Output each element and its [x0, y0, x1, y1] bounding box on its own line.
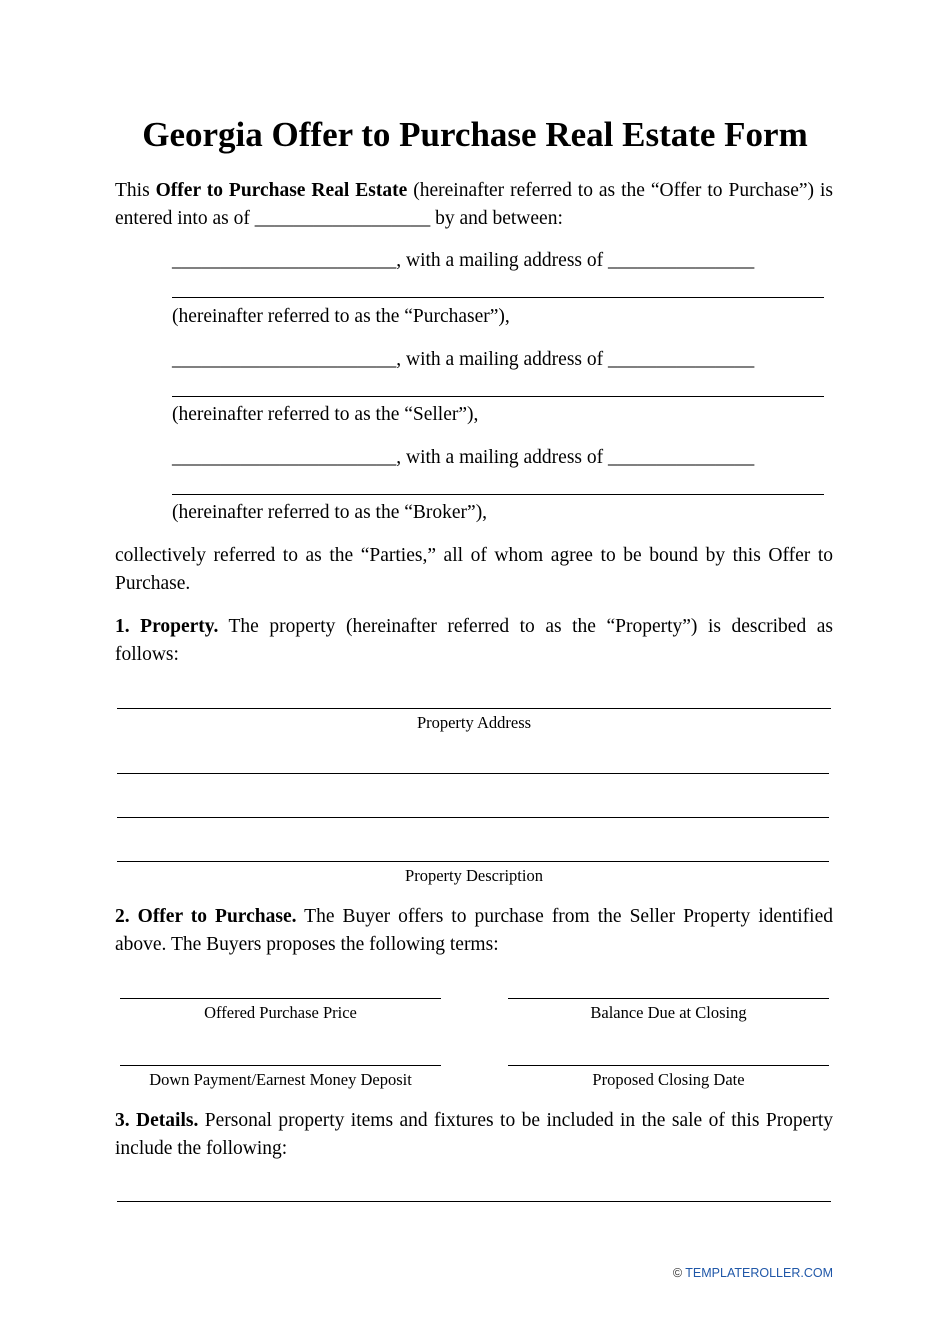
purchaser-name-address-line: _______________________, with a mailing address of _______________ [172, 250, 755, 271]
purchaser-label: (hereinafter referred to as the “Purchaser”), [172, 306, 510, 327]
property-address-blank [117, 708, 831, 709]
purchaser-address-blank [172, 297, 824, 298]
intro-paragraph: This Offer to Purchase Real Estate (hereinafter referred to as the “Offer to Purchase”) is entered into as of __________________ by and between: [115, 180, 833, 229]
balance-due-caption: Balance Due at Closing [590, 1003, 747, 1022]
offer-title-bold: Offer to Purchase Real Estate [155, 180, 408, 201]
closing-date-blank [508, 1065, 829, 1066]
seller-name-address-line: _______________________, with a mailing address of _______________ [172, 349, 755, 370]
property-address-caption: Property Address [416, 713, 532, 732]
section-offer: 2. Offer to Purchase. The Buyer offers to purchase from the Seller Property identified above. The Buyers proposes the following terms: [115, 906, 833, 955]
property-description-blank-1 [117, 773, 829, 774]
section-details-heading: 3. Details. [115, 1110, 199, 1131]
broker-name-address-line: _______________________, with a mailing address of _______________ [172, 447, 755, 468]
parties-paragraph: collectively referred to as the “Parties,” all of whom agree to be bound by this Offer to Purchase. [115, 545, 833, 594]
down-payment-caption: Down Payment/Earnest Money Deposit [149, 1070, 412, 1089]
copyright-symbol: © [672, 1266, 686, 1280]
down-payment-blank [120, 1065, 441, 1066]
closing-date-caption: Proposed Closing Date [592, 1070, 745, 1089]
broker-address-blank [172, 494, 824, 495]
property-description-blank-2 [117, 817, 829, 818]
section-property-heading: 1. Property. [115, 616, 219, 637]
section-property: 1. Property. The property (hereinafter referred to as the “Property”) is described as follows: [115, 616, 833, 665]
seller-label: (hereinafter referred to as the “Seller”), [172, 404, 479, 425]
offered-price-caption: Offered Purchase Price [204, 1003, 357, 1022]
section-offer-heading: 2. Offer to Purchase. [115, 906, 297, 927]
property-description-blank-3 [117, 861, 829, 862]
details-blank [117, 1201, 831, 1202]
seller-address-blank [172, 396, 824, 397]
balance-due-blank [508, 998, 829, 999]
broker-label: (hereinafter referred to as the “Broker”), [172, 502, 488, 523]
offered-price-blank [120, 998, 441, 999]
footer-watermark[interactable] [673, 1266, 833, 1280]
footer-brand-link[interactable]: TEMPLATEROLLER.COM [685, 1266, 833, 1280]
document-title: Georgia Offer to Purchase Real Estate Form [142, 115, 808, 154]
section-details: 3. Details. Personal property items and fixtures to be included in the sale of this Property include the following: [115, 1110, 834, 1159]
property-description-caption: Property Description [405, 866, 543, 885]
